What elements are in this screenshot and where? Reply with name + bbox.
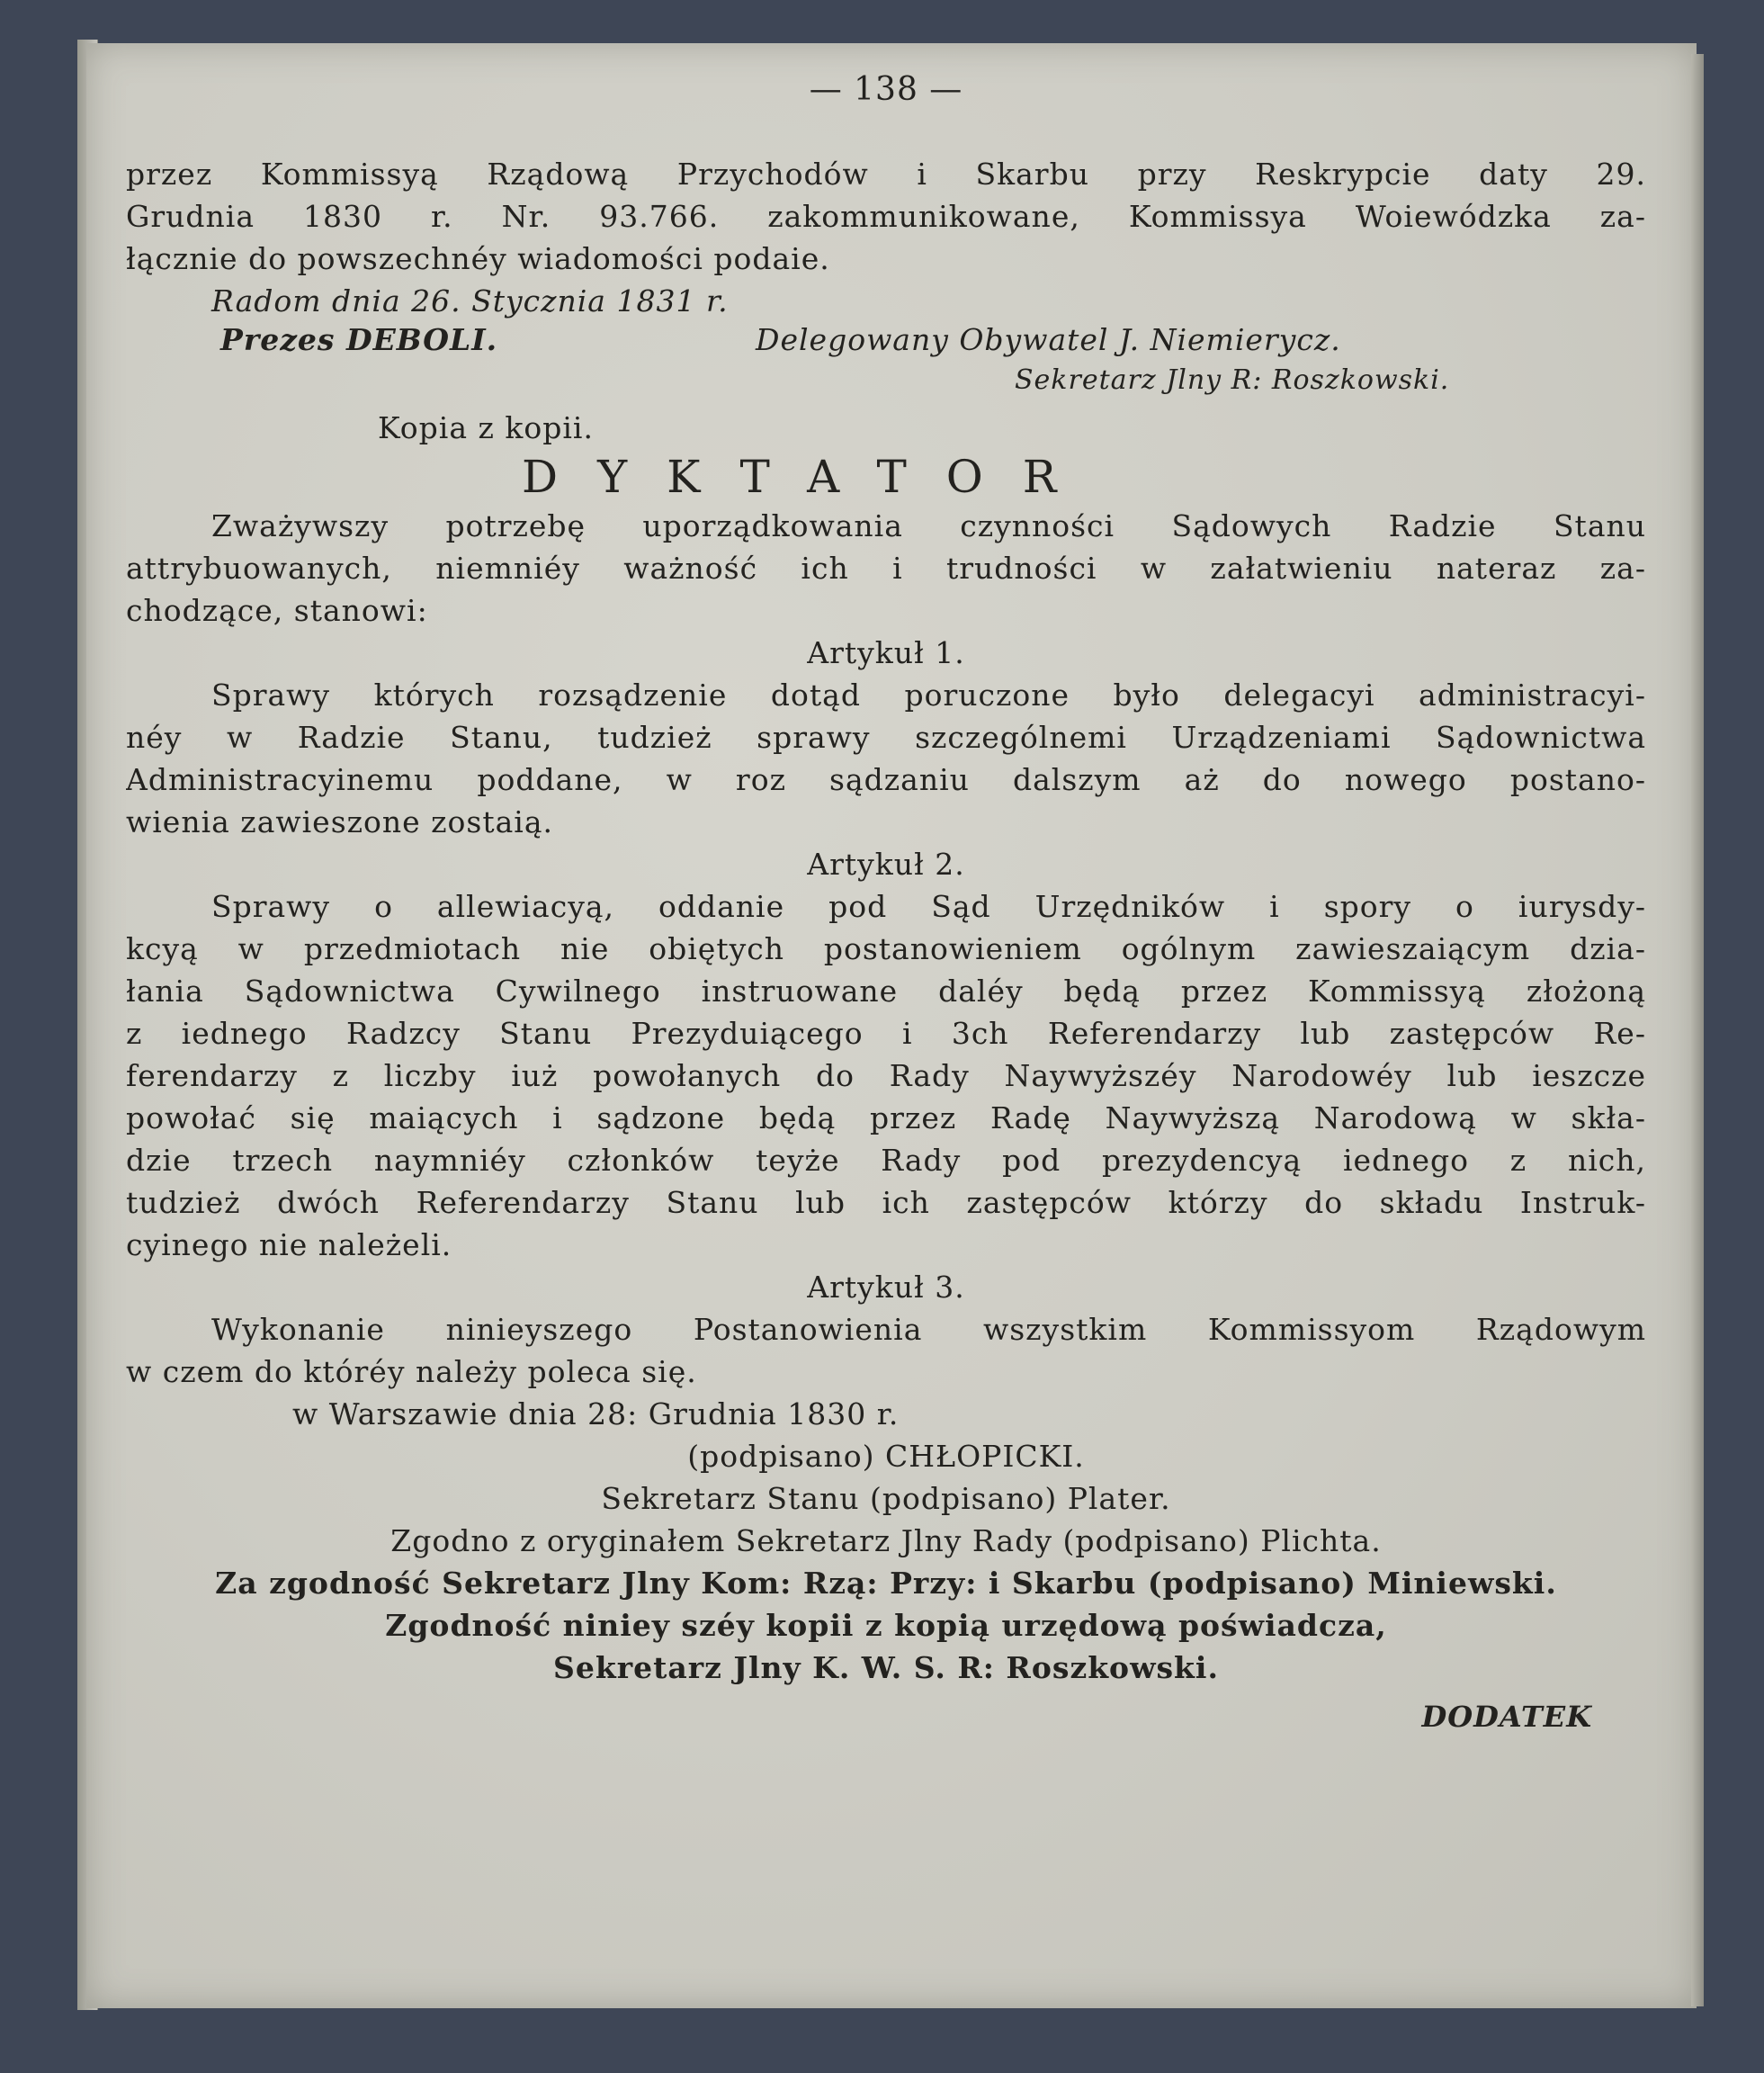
- preamble-line-1: Zważywszy potrzebę uporządkowania czynności Sądowych Radzie Stanu: [211, 508, 1646, 543]
- article-1-line: néy w Radzie Stanu, tudzież sprawy szczególnemi Urządzeniami Sądownictwa: [126, 720, 1646, 755]
- catchword-row: [126, 1689, 1646, 1743]
- signature-prezes: Prezes DEBOLI.: [220, 322, 498, 357]
- article-2-line: tudzież dwóch Referendarzy Stanu lub ich zastępców którzy do składu Instruk-: [126, 1185, 1646, 1220]
- article-3-heading: Artykuł 3.: [807, 1270, 965, 1305]
- intro-line-3: łącznie do powszechnéy wiadomości podaie.: [126, 241, 830, 276]
- article-2-line: łania Sądownictwa Cywilnego instruowane daléy będą przez Kommissyą złożoną: [126, 974, 1646, 1009]
- place-date: Radom dnia 26. Stycznia 1831 r.: [211, 283, 729, 319]
- article-2-line: z iednego Radzcy Stanu Prezyduiącego i 3ch Referendarzy lub zastępców Re-: [126, 1016, 1646, 1051]
- preamble-line-3: chodzące, stanowi:: [126, 593, 428, 628]
- intro-line-2: Grudnia 1830 r. Nr. 93.766. zakommunikowane, Kommissya Woiewódzka za-: [126, 199, 1646, 234]
- article-2-line: powołać się maiących i sądzone będą przez Radę Naywyższą Narodową w skła-: [126, 1100, 1646, 1135]
- conformity-line-2: Za zgodność Sekretarz Jlny Kom: Rzą: Przy: i Skarbu (podpisano) Miniewski.: [215, 1566, 1557, 1601]
- page-stack-right-edge: [1691, 54, 1704, 2006]
- conformity-line-3: Zgodność niniey széy kopii z kopią urzędową poświadcza,: [385, 1608, 1387, 1643]
- article-3-line: w czem do któréy należy poleca się.: [126, 1354, 697, 1389]
- signature-sekretarz: Sekretarz Jlny R: Roszkowski.: [1015, 364, 1450, 396]
- closing-date: w Warszawie dnia 28: Grudnia 1830 r.: [292, 1396, 900, 1431]
- conformity-line-4: Sekretarz Jlny K. W. S. R: Roszkowski.: [553, 1650, 1219, 1685]
- article-2-line: kcyą w przedmiotach nie obiętych postanowieniem ogólnym zawieszaiącym dzia-: [126, 931, 1646, 966]
- article-2-line: cyinego nie należeli.: [126, 1227, 452, 1262]
- signature-row: [126, 322, 1646, 364]
- article-2-line: dzie trzech naymniéy członków teyże Rady pod prezydencyą iednego z nich,: [126, 1143, 1646, 1178]
- article-2-line: ferendarzy z liczby iuż powołanych do Rady Naywyższéy Narodowéy lub ieszcze: [126, 1058, 1646, 1093]
- closing-signed: (podpisano) CHŁOPICKI.: [687, 1439, 1085, 1474]
- signature-row-2: [126, 364, 1646, 407]
- page-text: [126, 63, 1646, 1743]
- dyktator-title: DYKTATOR: [522, 451, 1097, 503]
- catchword: DODATEK: [1421, 1700, 1592, 1734]
- closing-secretary: Sekretarz Stanu (podpisano) Plater.: [601, 1481, 1171, 1516]
- article-2-line: Sprawy o allewiacyą, oddanie pod Sąd Urzędników i spory o iurysdy-: [211, 889, 1646, 924]
- conformity-line-1: Zgodno z oryginałem Sekretarz Jlny Rady (podpisano) Plichta.: [390, 1523, 1382, 1558]
- signature-delegowany: Delegowany Obywatel J. Niemierycz.: [756, 322, 1341, 357]
- article-1-line: Sprawy których rozsądzenie dotąd poruczone było delegacyi administracyi-: [211, 678, 1646, 713]
- page-number: — 138 —: [809, 71, 963, 108]
- preamble-line-2: attrybuowanych, niemniéy ważność ich i trudności w załatwieniu nateraz za-: [126, 551, 1646, 586]
- article-1-line: wienia zawieszone zostaią.: [126, 804, 553, 839]
- article-1-line: Administracyinemu poddane, w roz sądzaniu dalszym aż do nowego postano-: [126, 762, 1646, 797]
- kopia-note: Kopia z kopii.: [378, 410, 594, 445]
- article-1-heading: Artykuł 1.: [807, 635, 965, 670]
- article-3-line: Wykonanie ninieyszego Postanowienia wszystkim Kommissyom Rządowym: [211, 1312, 1646, 1347]
- intro-line-1: przez Kommissyą Rządową Przychodów i Skarbu przy Reskrypcie daty 29.: [126, 157, 1646, 192]
- article-2-heading: Artykuł 2.: [807, 847, 965, 882]
